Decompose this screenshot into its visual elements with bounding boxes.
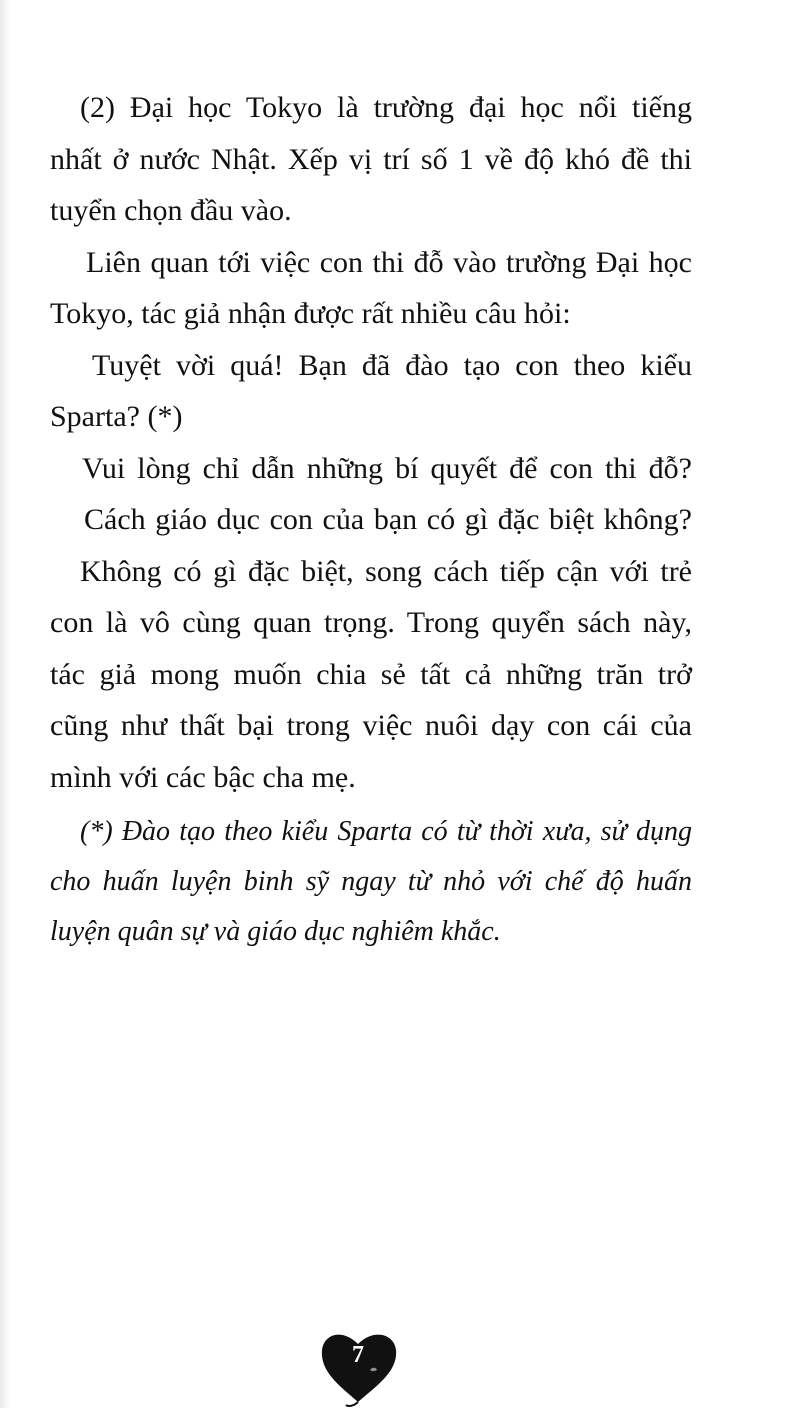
paragraph-questions-intro bbox=[50, 237, 692, 340]
footnote-line: (*) Đào tạo theo kiểu Sparta có từ thời xưa, sử dụng bbox=[80, 816, 692, 847]
text-line: Tuyệt vời quá! Bạn đã đào tạo con theo kiểu bbox=[92, 348, 692, 382]
text-line: con là vô cùng quan trọng. Trong quyển sách này, bbox=[50, 606, 692, 639]
question-secrets bbox=[50, 443, 692, 495]
text-line: mình với các bậc cha mẹ. bbox=[50, 760, 356, 794]
page-number: 7 bbox=[352, 1342, 364, 1368]
body-text bbox=[50, 82, 692, 957]
paragraph-answer bbox=[50, 546, 692, 804]
text-line: Vui lòng chỉ dẫn những bí quyết để con thi đỗ? bbox=[82, 451, 692, 485]
paragraph-intro bbox=[50, 82, 692, 237]
footnote-line: cho huấn luyện binh sỹ ngay từ nhỏ với chế độ huấn bbox=[50, 866, 692, 897]
text-line: nhất ở nước Nhật. Xếp vị trí số 1 về độ khó đề thi bbox=[50, 142, 692, 176]
text-line: tuyển chọn đầu vào. bbox=[50, 194, 292, 227]
footnote-line: luyện quân sự và giáo dục nghiêm khắc. bbox=[50, 916, 501, 947]
text-line: Tokyo, tác giả nhận được rất nhiều câu hỏi: bbox=[50, 297, 571, 330]
page-edge-shadow bbox=[0, 0, 10, 1408]
question-sparta bbox=[50, 340, 692, 443]
text-line: (2) Đại học Tokyo là trường đại học nổi tiếng bbox=[80, 91, 692, 124]
text-line: Liên quan tới việc con thi đỗ vào trường Đại học bbox=[86, 245, 692, 279]
text-line: tác giả mong muốn chia sẻ tất cả những trăn trở bbox=[50, 657, 692, 691]
footnote bbox=[50, 807, 692, 957]
text-line: Không có gì đặc biệt, song cách tiếp cận với trẻ bbox=[80, 554, 692, 588]
text-line: Sparta? (*) bbox=[50, 400, 183, 433]
page-number-heart bbox=[318, 1328, 410, 1408]
text-line: Cách giáo dục con của bạn có gì đặc biệt không? bbox=[84, 503, 692, 536]
question-special bbox=[50, 494, 692, 546]
text-line: cũng như thất bại trong việc nuôi dạy con cái của bbox=[50, 709, 692, 742]
